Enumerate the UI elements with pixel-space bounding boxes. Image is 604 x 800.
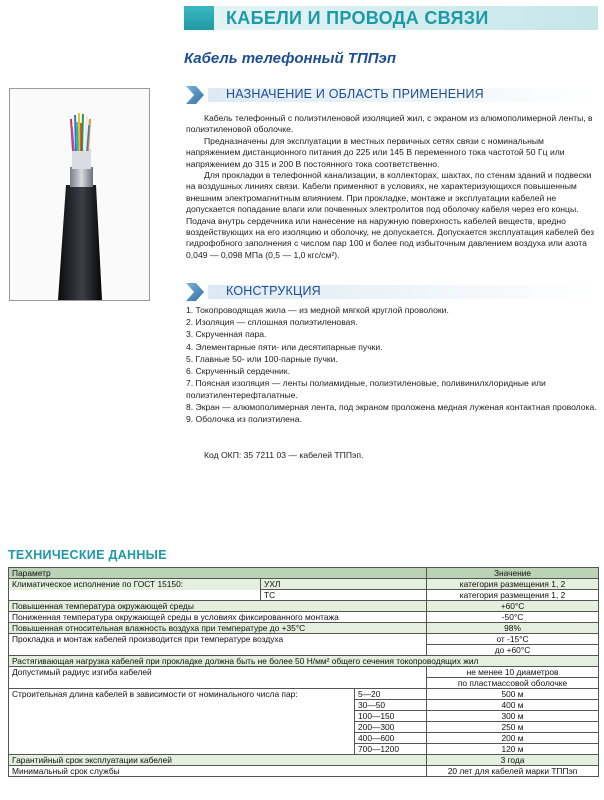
purpose-text: [186, 113, 598, 261]
tension-label: Растягивающая нагрузка кабелей при прокладке должна быть не более 50 Н/мм² общего сечения токопроводящих жил: [9, 656, 599, 667]
warranty-value: 3 года: [427, 755, 599, 766]
list-item: 9. Оболочка из полиэтилена.: [186, 414, 302, 425]
tech-data-heading: ТЕХНИЧЕСКИЕ ДАННЫЕ: [8, 548, 167, 562]
length-label: Строительная длина кабелей в зависимости от номинального числа пар:: [9, 689, 355, 700]
table-row: [9, 733, 599, 744]
bend-label: Допустимый радиус изгиба кабелей: [9, 667, 427, 678]
table-row: [9, 722, 599, 733]
climate-uhl: УХЛ: [261, 579, 427, 590]
install-value-from: от -15°C: [427, 634, 599, 645]
humidity-label: Повышенная относительная влажность воздуха при температуре до +35°C: [9, 623, 427, 634]
length-value: 250 м: [427, 722, 599, 733]
table-row: [9, 623, 599, 634]
tech-data-table: [8, 567, 599, 777]
climate-tc-value: категория размещения 1, 2: [427, 590, 599, 601]
service-value: 20 лет для кабелей марки ТППэп: [427, 766, 599, 777]
length-pairs: 400—600: [355, 733, 427, 744]
climate-label: Климатическое исполнение по ГОСТ 15150:: [9, 579, 261, 590]
table-row: [9, 579, 599, 590]
low-temp-value: -50°C: [427, 612, 599, 623]
column-header-param: Параметр: [9, 568, 427, 579]
cable-illustration: [10, 89, 149, 300]
table-header-row: [9, 568, 599, 579]
list-item: 6. Скрученный сердечник.: [186, 365, 290, 376]
length-value: 200 м: [427, 733, 599, 744]
length-pairs: 700—1200: [355, 744, 427, 755]
list-item: 1. Токопроводящая жила — из медной мягкой круглой проволоки.: [186, 305, 449, 315]
construction-heading: КОНСТРУКЦИЯ: [186, 283, 598, 301]
table-row: [9, 700, 599, 711]
length-value: 120 м: [427, 744, 599, 755]
length-value: 300 м: [427, 711, 599, 722]
table-row: [9, 634, 599, 645]
chevron-right-icon: [186, 86, 204, 104]
high-temp-label: Повышенная температура окружающей среды: [9, 601, 427, 612]
banner-accent-block: [184, 6, 214, 30]
purpose-paragraph: Предназначены для эксплуатации в местных первичных сетях связи с номинальным напряжением дистанционного питания до 225 или 145 В переменного тока частотой 50 Гц или напряжением до 315 и 200 В постоянного тока соответственно.: [186, 135, 565, 169]
purpose-paragraph: Для прокладки в телефонной канализации, в коллекторах, шахтах, по стенам зданий и подвески на воздушных линиях связи. Кабели применяют в условиях, не характеризующихся повышенным внешним электромагнитным влиянием. При прокладке, монтаже и эксплуатации кабелей не допускается попадание влаги или почвенных электролитов под оболочку кабеля через его концы. Подача внутрь сердечника или нанесение на наружную поверхность кабелей веществ, вредно воздействующих на его изоляцию и оболочку, не допускается. Допускается эксплуатация кабелей без гидрофобного заполнения с числом пар 100 и более под избыточным давлением воздуха или азота 0,049 — 0,098 МПа (0,5 — 1,0 кгс/см²).: [186, 170, 595, 260]
install-label: Прокладка и монтаж кабелей производится при температуре воздуха: [9, 634, 427, 645]
humidity-value: 98%: [427, 623, 599, 634]
cable-core-wires: [71, 113, 90, 151]
length-pairs: 100—150: [355, 711, 427, 722]
construction-list: [186, 305, 598, 426]
install-value-to: до +60°C: [427, 645, 599, 656]
table-row: [9, 711, 599, 722]
list-item: 5. Главные 50- или 100-парные пучки.: [186, 353, 338, 364]
cable-sheath: [58, 185, 102, 300]
column-header-value: Значение: [427, 568, 599, 579]
high-temp-value: +60°C: [427, 601, 599, 612]
length-value: 500 м: [427, 689, 599, 700]
table-row: [9, 689, 599, 700]
table-row: [9, 744, 599, 755]
cable-screen: [70, 167, 93, 187]
table-row: [9, 612, 599, 623]
list-item: 7. Поясная изоляция — ленты полиамидные, полиэтиленовые, поливинилхлоридные или полиэтилентерефталатные.: [186, 378, 546, 400]
climate-uhl-value: категория размещения 1, 2: [427, 579, 599, 590]
table-row: [9, 755, 599, 766]
chevron-right-icon: [186, 283, 204, 301]
list-item: 8. Экран — алюмополимерная лента, под экраном проложена медная луженая контактная проволока.: [186, 401, 597, 412]
length-value: 400 м: [427, 700, 599, 711]
purpose-paragraph: Кабель телефонный с полиэтиленовой изоляцией жил, с экраном из алюмополимерной ленты, в полиэтиленовой оболочке.: [186, 113, 593, 135]
section-title: КАБЕЛИ И ПРОВОДА СВЯЗИ: [226, 8, 489, 28]
table-row: [9, 667, 599, 678]
table-row: [9, 601, 599, 612]
table-row: [9, 645, 599, 656]
service-label: Минимальный срок службы: [9, 766, 427, 777]
section-banner: [184, 6, 598, 30]
bend-value-2: по пластмассовой оболочке: [427, 678, 599, 689]
list-item: 4. Элементарные пяти- или десятипарные пучки.: [186, 341, 383, 352]
length-pairs: 200—300: [355, 722, 427, 733]
okp-code: Код ОКП: 35 7211 03 — кабелей ТППэп.: [204, 450, 364, 460]
table-row: [9, 590, 599, 601]
cable-photo: [9, 88, 150, 301]
list-item: 2. Изоляция — сплошная полиэтиленовая.: [186, 317, 358, 328]
product-title: Кабель телефонный ТППэп: [184, 50, 396, 67]
bend-value-1: не менее 10 диаметров: [427, 667, 599, 678]
table-row: [9, 766, 599, 777]
length-pairs: 30—50: [355, 700, 427, 711]
climate-tc: ТС: [261, 590, 427, 601]
low-temp-label: Пониженная температура окружающей среды в условиях фиксированного монтажа: [9, 612, 427, 623]
list-item: 3. Скрученная пара.: [186, 329, 267, 340]
length-pairs: 5—20: [355, 689, 427, 700]
purpose-heading: НАЗНАЧЕНИЕ И ОБЛАСТЬ ПРИМЕНЕНИЯ: [186, 86, 598, 104]
warranty-label: Гарантийный срок эксплуатации кабелей: [9, 755, 427, 766]
table-row: [9, 656, 599, 667]
cable-belt-insulation: [72, 149, 91, 169]
table-row: [9, 678, 599, 689]
